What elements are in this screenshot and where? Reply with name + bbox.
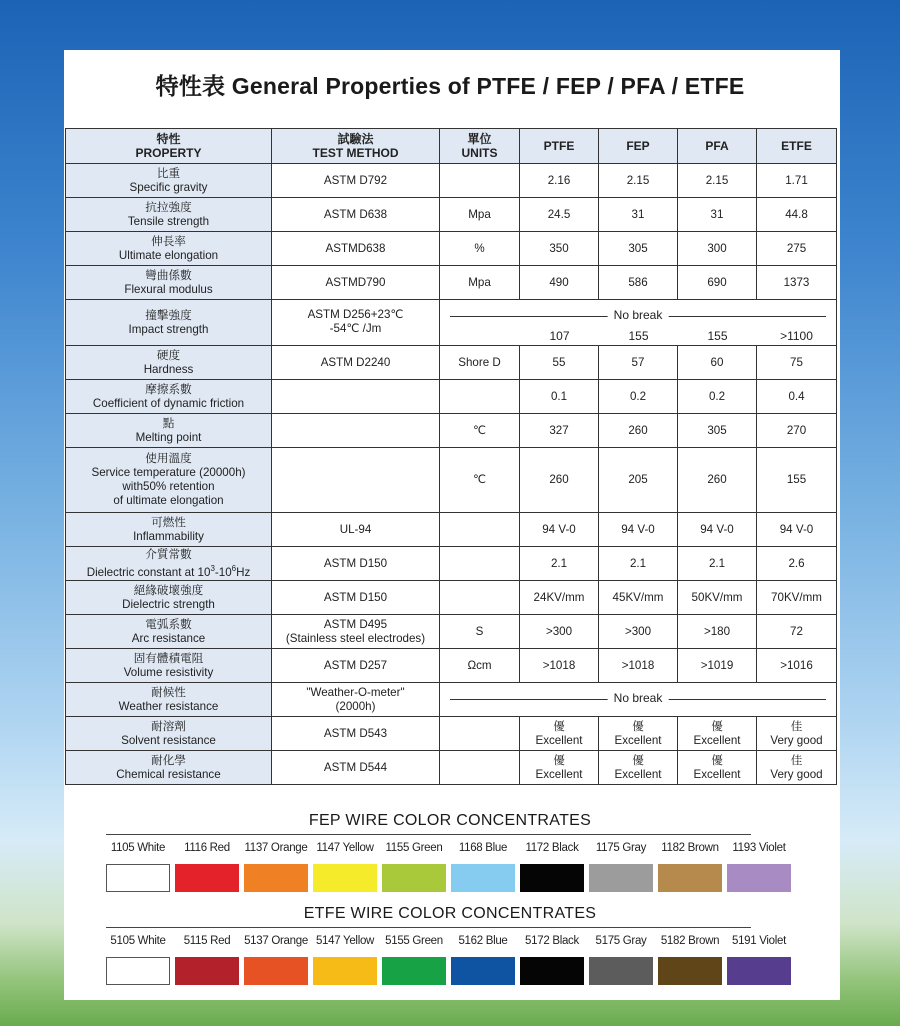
etfe-cell: 275	[757, 232, 837, 266]
col-header-ptfe: PTFE	[520, 129, 599, 164]
color-swatch	[520, 864, 584, 892]
color-swatch	[106, 957, 170, 985]
pfa-cell: >180	[678, 615, 757, 649]
color-swatch-label: 1168 Blue	[458, 842, 508, 854]
color-swatch-item	[244, 840, 308, 892]
color-swatch	[658, 957, 722, 985]
unit-cell	[440, 513, 520, 547]
col-header-pfa: PFA	[678, 129, 757, 164]
method-cell: ASTM D544	[272, 751, 440, 785]
color-swatch	[382, 864, 446, 892]
color-swatch	[244, 957, 308, 985]
pfa-cell: 優 Excellent	[678, 717, 757, 751]
property-cell: 伸長率 Ultimate elongation	[66, 232, 272, 266]
ptfe-cell: 490	[520, 266, 599, 300]
table-row	[66, 581, 837, 615]
color-swatch	[451, 864, 515, 892]
method-cell: ASTM D792	[272, 164, 440, 198]
fep-cell: 2.15	[599, 164, 678, 198]
property-cell: 耐溶劑 Solvent resistance	[66, 717, 272, 751]
fep-cell: 260	[599, 414, 678, 448]
property-cell: 摩擦系數 Coefficient of dynamic friction	[66, 380, 272, 414]
unit-cell: S	[440, 615, 520, 649]
unit-cell: ℃	[440, 414, 520, 448]
etfe-cell: >1016	[757, 649, 837, 683]
ptfe-cell: 107	[549, 328, 570, 343]
pfa-cell: 31	[678, 198, 757, 232]
col-header-test-method: 試驗法 TEST METHOD	[272, 129, 440, 164]
color-swatch-label: 1172 Black	[525, 842, 579, 854]
col-header-property: 特性 PROPERTY	[66, 129, 272, 164]
fep-cell: 優 Excellent	[599, 751, 678, 785]
color-swatch-item	[658, 933, 722, 985]
table-row	[66, 448, 837, 513]
table-row	[66, 266, 837, 300]
table-row	[66, 649, 837, 683]
etfe-cell: 佳 Very good	[757, 751, 837, 785]
etfe-cell: 1373	[757, 266, 837, 300]
etfe-colors-title: ETFE WIRE COLOR CONCENTRATES	[303, 905, 597, 922]
color-swatch-item	[313, 840, 377, 892]
fep-cell: >300	[599, 615, 678, 649]
fep-swatch-row	[106, 840, 791, 892]
color-swatch-label: 5115 Red	[183, 935, 231, 947]
table-row	[66, 232, 837, 266]
etfe-cell: 2.6	[757, 547, 837, 581]
ptfe-cell: 優 Excellent	[520, 717, 599, 751]
color-swatch	[727, 864, 791, 892]
fep-cell: 57	[599, 346, 678, 380]
pfa-cell: >1019	[678, 649, 757, 683]
pfa-cell: 2.1	[678, 547, 757, 581]
fep-cell: 45KV/mm	[599, 581, 678, 615]
property-cell: 撞擊強度 Impact strength	[66, 300, 272, 346]
color-swatch	[106, 864, 170, 892]
page-title: 特性表 General Properties of PTFE / FEP / PFA / ETFE	[155, 73, 745, 99]
pfa-cell: 50KV/mm	[678, 581, 757, 615]
fep-cell: 0.2	[599, 380, 678, 414]
col-header-fep: FEP	[599, 129, 678, 164]
etfe-swatch-row	[106, 933, 791, 985]
pfa-cell: 300	[678, 232, 757, 266]
unit-cell	[440, 751, 520, 785]
color-swatch-label: 5182 Brown	[660, 935, 720, 947]
unit-cell	[440, 581, 520, 615]
etfe-cell: 270	[757, 414, 837, 448]
color-swatch-item	[175, 840, 239, 892]
method-cell	[272, 414, 440, 448]
fep-cell: 586	[599, 266, 678, 300]
method-cell	[272, 448, 440, 513]
color-swatch	[520, 957, 584, 985]
pfa-cell: 155	[707, 328, 728, 343]
unit-cell: Mpa	[440, 198, 520, 232]
property-cell: 抗拉強度 Tensile strength	[66, 198, 272, 232]
properties-table	[65, 128, 837, 785]
unit-cell	[440, 547, 520, 581]
pfa-cell: 260	[678, 448, 757, 513]
table-row	[66, 751, 837, 785]
table-row	[66, 346, 837, 380]
color-swatch-label: 1155 Green	[385, 842, 443, 854]
color-swatch	[313, 957, 377, 985]
fep-colors-title: FEP WIRE COLOR CONCENTRATES	[308, 812, 592, 829]
color-swatch-item	[658, 840, 722, 892]
property-cell: 比重 Specific gravity	[66, 164, 272, 198]
color-swatch	[244, 864, 308, 892]
property-cell: 絕緣破壞強度 Dielectric strength	[66, 581, 272, 615]
color-swatch	[175, 957, 239, 985]
color-swatch-item	[589, 933, 653, 985]
color-swatch-label: 5147 Yellow	[315, 935, 375, 947]
color-swatch-item	[106, 933, 170, 985]
method-cell: ASTM D150	[272, 547, 440, 581]
color-swatch-label: 1182 Brown	[661, 842, 719, 854]
no-break-label: No break	[608, 691, 669, 705]
fep-cell: >1018	[599, 649, 678, 683]
color-swatch-item	[106, 840, 170, 892]
property-cell: 硬度 Hardness	[66, 346, 272, 380]
ptfe-cell: 350	[520, 232, 599, 266]
unit-cell: Mpa	[440, 266, 520, 300]
color-swatch	[313, 864, 377, 892]
unit-cell: ℃	[440, 448, 520, 513]
color-swatch-label: 5137 Orange	[244, 935, 308, 947]
ptfe-cell: 優 Excellent	[520, 751, 599, 785]
ptfe-cell: 55	[520, 346, 599, 380]
pfa-cell: 690	[678, 266, 757, 300]
unit-cell: Ωcm	[440, 649, 520, 683]
color-swatch-label: 5162 Blue	[458, 935, 508, 947]
unit-cell: %	[440, 232, 520, 266]
color-swatch	[589, 957, 653, 985]
color-swatch-label: 5172 Black	[525, 935, 579, 947]
weather-values-cell	[440, 683, 837, 717]
color-swatch-item	[520, 933, 584, 985]
method-cell: "Weather-O-meter" (2000h)	[272, 683, 440, 717]
method-cell: ASTMD790	[272, 266, 440, 300]
color-swatch-label: 5191 Violet	[731, 935, 787, 947]
property-cell: 電弧系數 Arc resistance	[66, 615, 272, 649]
ptfe-cell: >1018	[520, 649, 599, 683]
ptfe-cell: 24KV/mm	[520, 581, 599, 615]
color-swatch-label: 1175 Gray	[595, 842, 647, 854]
fep-title-rule	[106, 834, 751, 835]
color-swatch-item	[244, 933, 308, 985]
color-swatch-label: 5105 White	[110, 935, 166, 947]
color-swatch-item	[451, 933, 515, 985]
method-cell: ASTM D543	[272, 717, 440, 751]
property-cell: 耐化學 Chemical resistance	[66, 751, 272, 785]
etfe-cell: 155	[757, 448, 837, 513]
ptfe-cell: 2.16	[520, 164, 599, 198]
color-swatch	[451, 957, 515, 985]
color-swatch-item	[589, 840, 653, 892]
table-row	[66, 717, 837, 751]
ptfe-cell: >300	[520, 615, 599, 649]
table-row	[66, 683, 837, 717]
color-swatch-item	[175, 933, 239, 985]
table-row	[66, 513, 837, 547]
color-swatch-item	[382, 933, 446, 985]
property-cell: 可燃性 Inflammability	[66, 513, 272, 547]
ptfe-cell: 260	[520, 448, 599, 513]
property-cell: 介質常數 Dielectric constant at $10^3-10^6Hz$	[66, 547, 272, 581]
method-cell: ASTM D2240	[272, 346, 440, 380]
pfa-cell: 2.15	[678, 164, 757, 198]
method-cell: ASTM D257	[272, 649, 440, 683]
fep-cell: 2.1	[599, 547, 678, 581]
unit-cell	[440, 164, 520, 198]
color-swatch-item	[451, 840, 515, 892]
method-cell: ASTM D495 (Stainless steel electrodes)	[272, 615, 440, 649]
color-swatch-label: 1137 Orange	[244, 842, 308, 854]
property-cell: 彎曲係數 Flexural modulus	[66, 266, 272, 300]
property-cell: 使用溫度 Service temperature (20000h) with50% retention of ultimate elongation	[66, 448, 272, 513]
method-cell: ASTMD638	[272, 232, 440, 266]
fep-cell: 155	[628, 328, 649, 343]
col-header-units: 單位 UNITS	[440, 129, 520, 164]
table-row	[66, 380, 837, 414]
method-cell	[272, 380, 440, 414]
header-row	[66, 129, 837, 164]
color-swatch-label: 5175 Gray	[595, 935, 647, 947]
fep-cell: 305	[599, 232, 678, 266]
property-cell: 點 Melting point	[66, 414, 272, 448]
etfe-cell: 94 V-0	[757, 513, 837, 547]
unit-cell	[440, 380, 520, 414]
color-swatch-item	[727, 840, 791, 892]
table-row	[66, 615, 837, 649]
pfa-cell: 0.2	[678, 380, 757, 414]
property-cell: 耐候性 Weather resistance	[66, 683, 272, 717]
table-row	[66, 414, 837, 448]
color-swatch-label: 5155 Green	[385, 935, 443, 947]
pfa-cell: 94 V-0	[678, 513, 757, 547]
color-swatch-label: 1147 Yellow	[316, 842, 374, 854]
color-swatch-label: 1116 Red	[184, 842, 230, 854]
method-cell: ASTM D638	[272, 198, 440, 232]
unit-spacer	[440, 329, 520, 345]
method-cell: ASTM D256+23℃ -54℃ /Jm	[272, 300, 440, 346]
ptfe-cell: 94 V-0	[520, 513, 599, 547]
table-row	[66, 198, 837, 232]
color-swatch	[175, 864, 239, 892]
etfe-cell: 1.71	[757, 164, 837, 198]
table-row	[66, 547, 837, 581]
pfa-cell: 60	[678, 346, 757, 380]
ptfe-cell: 24.5	[520, 198, 599, 232]
col-header-etfe: ETFE	[757, 129, 837, 164]
property-cell: 固有體積電阻 Volume resistivity	[66, 649, 272, 683]
method-cell: UL-94	[272, 513, 440, 547]
etfe-cell: >1100	[780, 328, 813, 343]
color-swatch	[658, 864, 722, 892]
etfe-cell: 佳 Very good	[757, 717, 837, 751]
no-break-label: No break	[608, 308, 669, 322]
etfe-title-rule	[106, 927, 751, 928]
fep-cell: 94 V-0	[599, 513, 678, 547]
color-swatch-label: 1105 White	[110, 842, 166, 854]
ptfe-cell: 327	[520, 414, 599, 448]
etfe-cell: 0.4	[757, 380, 837, 414]
etfe-cell: 70KV/mm	[757, 581, 837, 615]
color-swatch-item	[520, 840, 584, 892]
fep-cell: 31	[599, 198, 678, 232]
etfe-cell: 75	[757, 346, 837, 380]
etfe-cell: 44.8	[757, 198, 837, 232]
unit-cell: Shore D	[440, 346, 520, 380]
table-row	[66, 300, 837, 346]
ptfe-cell: 2.1	[520, 547, 599, 581]
method-cell: ASTM D150	[272, 581, 440, 615]
table-row	[66, 164, 837, 198]
color-swatch-item	[382, 840, 446, 892]
color-swatch-item	[727, 933, 791, 985]
fep-cell: 優 Excellent	[599, 717, 678, 751]
unit-cell	[440, 717, 520, 751]
color-swatch-label: 1193 Violet	[732, 842, 786, 854]
color-swatch	[589, 864, 653, 892]
ptfe-cell: 0.1	[520, 380, 599, 414]
color-swatch-item	[313, 933, 377, 985]
impact-values-cell	[440, 300, 837, 346]
color-swatch	[727, 957, 791, 985]
pfa-cell: 305	[678, 414, 757, 448]
color-swatch	[382, 957, 446, 985]
fep-cell: 205	[599, 448, 678, 513]
pfa-cell: 優 Excellent	[678, 751, 757, 785]
etfe-cell: 72	[757, 615, 837, 649]
